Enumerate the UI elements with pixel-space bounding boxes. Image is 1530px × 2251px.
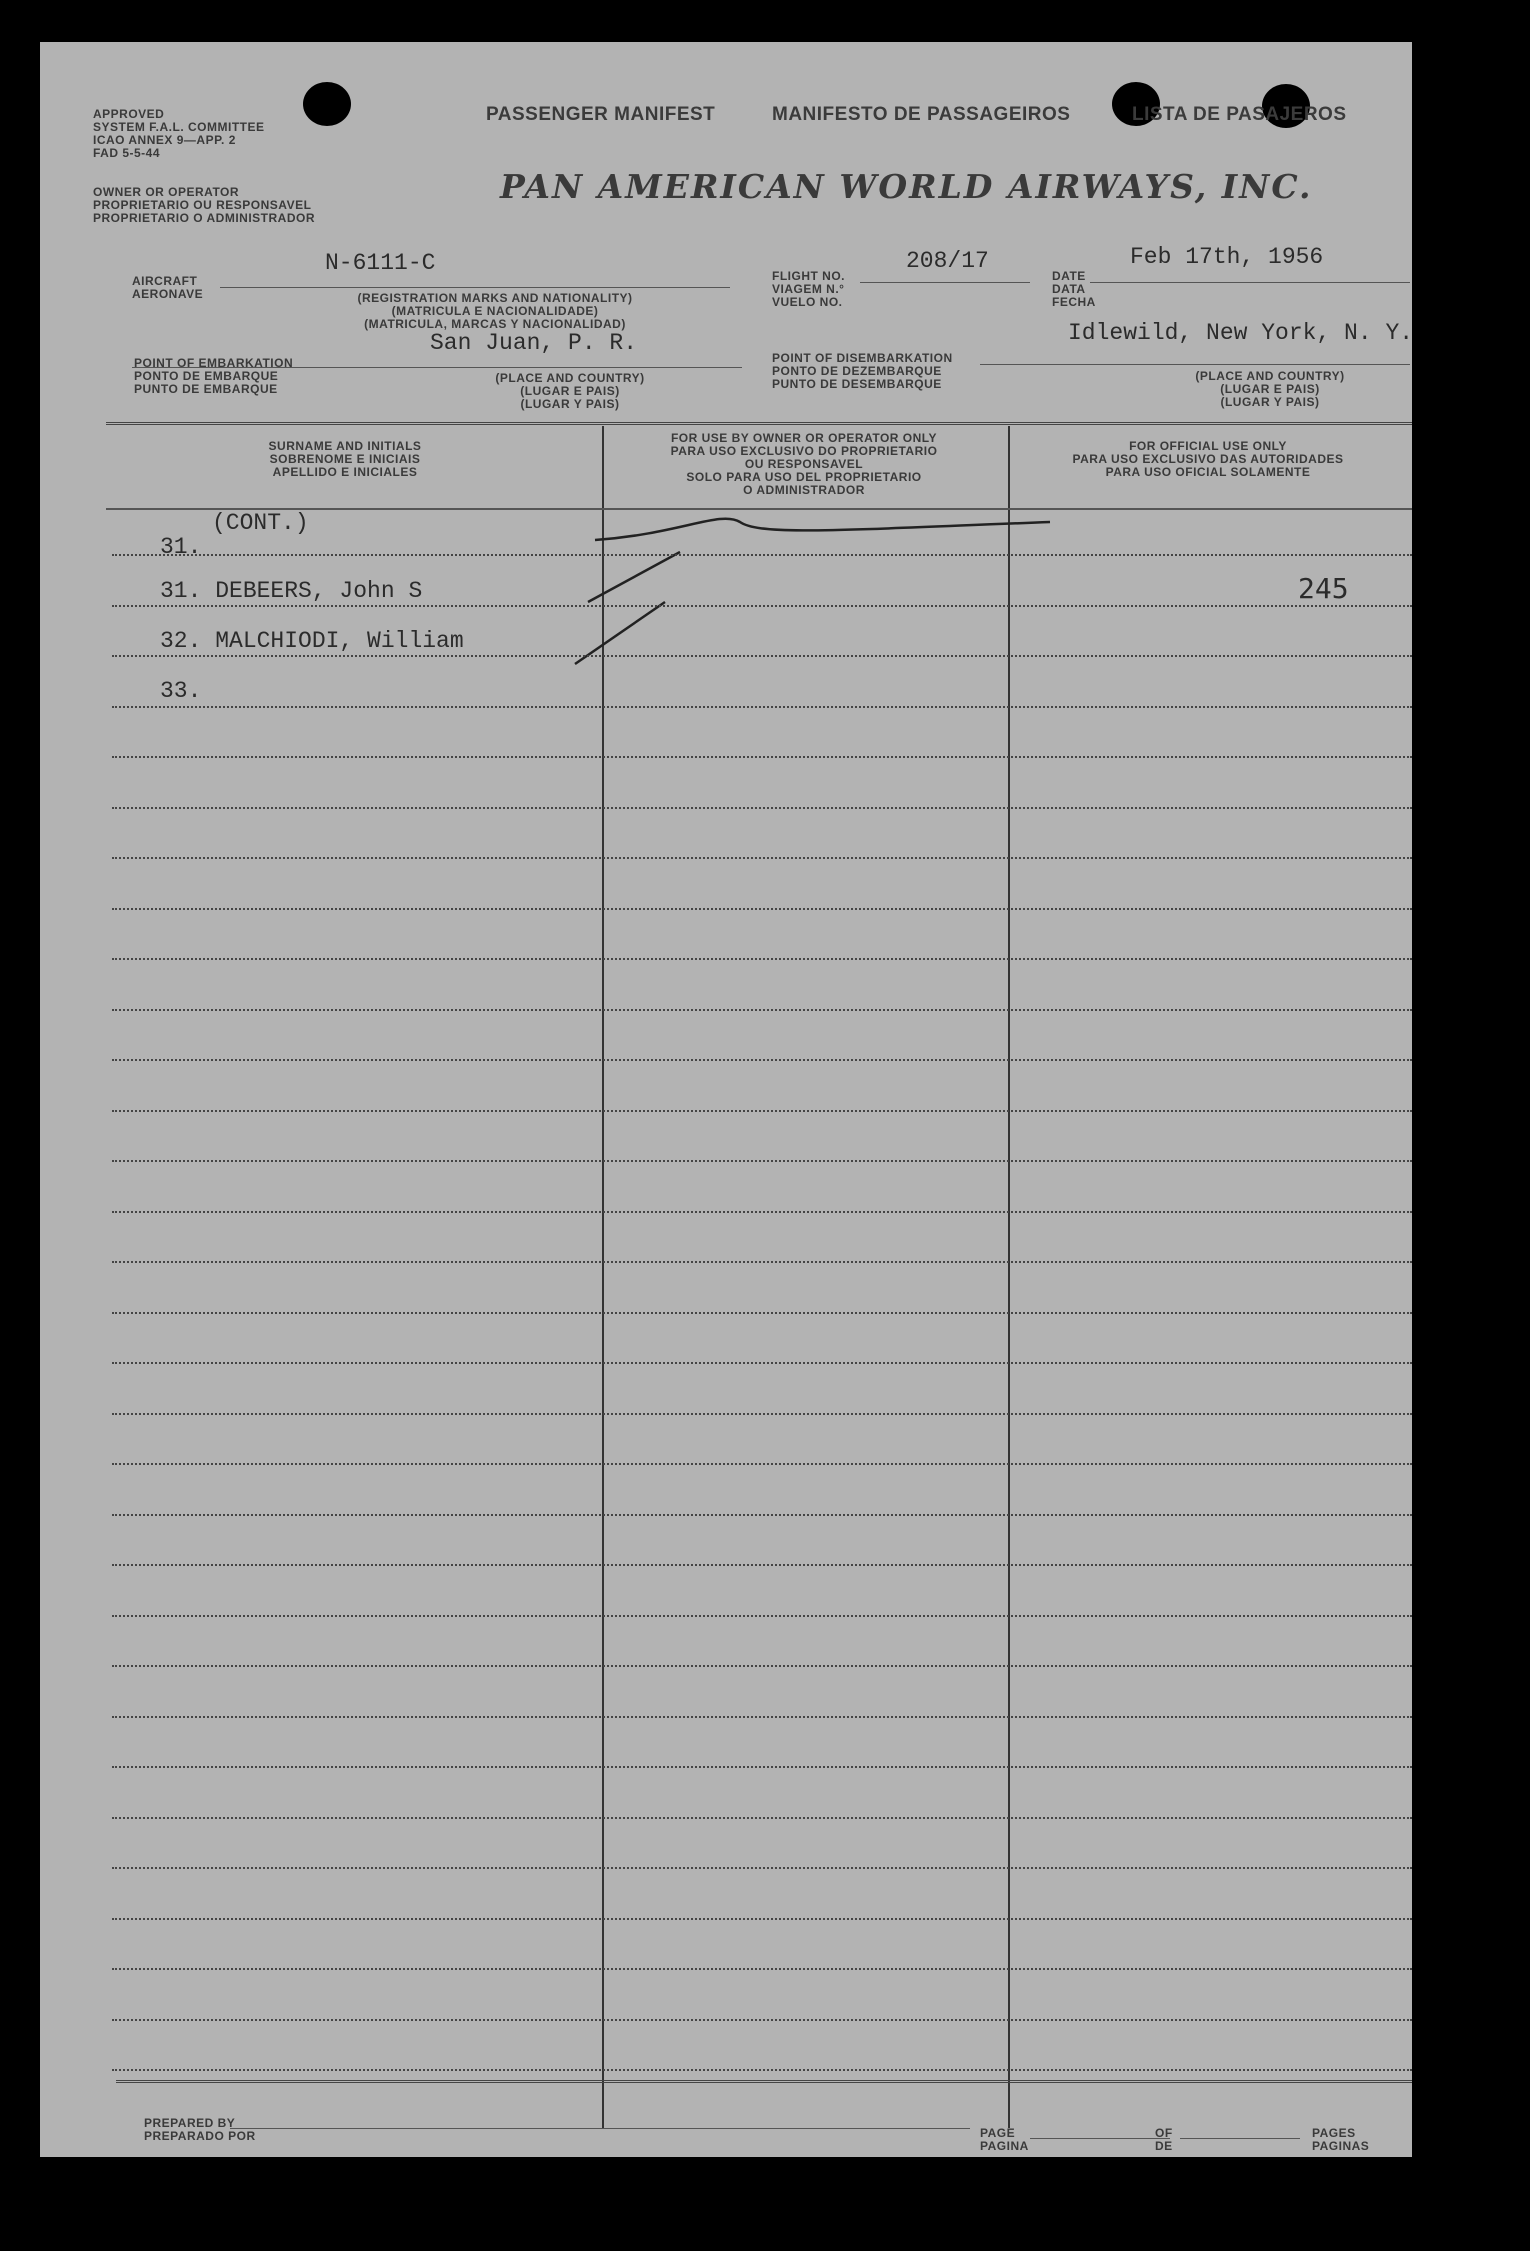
row-rule: [112, 1766, 1412, 1768]
row-rule: [112, 1968, 1412, 1970]
caption-line: (REGISTRATION MARKS AND NATIONALITY): [357, 291, 633, 305]
owner-label-line: OWNER OR OPERATOR: [93, 185, 240, 199]
flight-value: 208/17: [906, 248, 989, 274]
owner-label-line: PROPRIETARIO O ADMINISTRADOR: [93, 211, 316, 225]
aircraft-label-line: AIRCRAFT: [132, 274, 198, 288]
row-rule: [112, 807, 1412, 809]
row-rule: [112, 2019, 1412, 2021]
disembarkation-label-line: POINT OF DISEMBARKATION: [772, 351, 953, 365]
entry-cont: (CONT.): [212, 510, 309, 536]
row-rule: [112, 1615, 1412, 1617]
prepared-by-label: [144, 2117, 256, 2143]
footer-label-line: PAGES: [1312, 2126, 1356, 2140]
manifest-sheet: [40, 42, 1412, 2157]
row-rule: [112, 1918, 1412, 1920]
row-rule: [112, 706, 1412, 708]
of-rule: [1180, 2138, 1300, 2139]
approval-line: FAD 5-5-44: [93, 146, 161, 160]
flight-label-line: VIAGEM N.°: [772, 282, 845, 296]
footer-label-line: DE: [1155, 2139, 1173, 2153]
date-value: Feb 17th, 1956: [1130, 244, 1324, 270]
col-header-line: PARA USO EXCLUSIVO DAS AUTORIDADES: [1072, 452, 1344, 466]
row-rule: [112, 1211, 1412, 1213]
footer-label-line: OF: [1155, 2126, 1173, 2140]
footer-label-line: PAGINA: [980, 2139, 1029, 2153]
col-header-line: O ADMINISTRADOR: [743, 483, 865, 497]
row-rule: [112, 1665, 1412, 1667]
page-rule: [1030, 2138, 1170, 2139]
row-rule: [112, 908, 1412, 910]
row-rule: [112, 1514, 1412, 1516]
col-header-line: SOBRENOME E INICIAIS: [269, 452, 421, 466]
date-label-line: FECHA: [1052, 295, 1096, 309]
row-rule: [112, 756, 1412, 758]
pages-label: [1312, 2127, 1369, 2153]
row-rule: [112, 1110, 1412, 1112]
row-rule: [112, 1312, 1412, 1314]
caption-line: (MATRICULA, MARCAS Y NACIONALIDAD): [364, 317, 626, 331]
row-rule: [112, 958, 1412, 960]
col-header-line: PARA USO OFICIAL SOLAMENTE: [1105, 465, 1311, 479]
row-rule: [112, 1261, 1412, 1263]
row-rule: [112, 655, 1412, 657]
embarkation-label-line: POINT OF EMBARKATION: [134, 356, 294, 370]
caption-line: (LUGAR Y PAIS): [520, 397, 620, 411]
footer-label-line: PAGE: [980, 2126, 1016, 2140]
col-header-line: SURNAME AND INITIALS: [268, 439, 422, 453]
table-bottom-rule: [116, 2080, 1412, 2083]
check-stroke: [595, 519, 1050, 540]
row-rule: [112, 1867, 1412, 1869]
disembarkation-label-line: PUNTO DE DESEMBARQUE: [772, 377, 942, 391]
entry-row: 32. MALCHIODI, William: [160, 628, 464, 654]
aircraft-value: N-6111-C: [325, 250, 436, 276]
col-header-line: OU RESPONSAVEL: [744, 457, 864, 471]
caption-line: (LUGAR E PAIS): [520, 384, 620, 398]
date-label-line: DATA: [1052, 282, 1086, 296]
col-header-line: SOLO PARA USO DEL PROPRIETARIO: [686, 470, 922, 484]
date-label-line: DATE: [1052, 269, 1086, 283]
entry-row: 31. DEBEERS, John S: [160, 578, 423, 604]
caption-line: (LUGAR Y PAIS): [1220, 395, 1320, 409]
row-rule: [112, 1059, 1412, 1061]
row-rule: [112, 2069, 1412, 2071]
footer-label-line: PAGINAS: [1312, 2139, 1370, 2153]
title-es: LISTA DE PASAJEROS: [1132, 104, 1347, 125]
owner-label-line: PROPRIETARIO OU RESPONSAVEL: [93, 198, 312, 212]
row-rule: [112, 1160, 1412, 1162]
flight-label-line: VUELO NO.: [772, 295, 843, 309]
handwritten-marks: [40, 42, 1412, 2157]
caption-line: (LUGAR E PAIS): [1220, 382, 1320, 396]
caption-line: (MATRICULA E NACIONALIDADE): [391, 304, 599, 318]
embarkation-value: San Juan, P. R.: [430, 330, 638, 356]
disembarkation-label-line: PONTO DE DEZEMBARQUE: [772, 364, 942, 378]
col-header-line: APELLIDO E INICIALES: [272, 465, 418, 479]
row-rule: [112, 1564, 1412, 1566]
of-label: [1155, 2127, 1173, 2153]
aircraft-label-line: AERONAVE: [132, 287, 204, 301]
disembarkation-value: Idlewild, New York, N. Y.: [1068, 320, 1414, 346]
approval-line: SYSTEM F.A.L. COMMITTEE: [93, 120, 265, 134]
flight-label-line: FLIGHT NO.: [772, 269, 845, 283]
entry-official-value: 245: [1298, 572, 1349, 605]
title-pt: MANIFESTO DE PASSAGEIROS: [772, 104, 1071, 125]
entry-31: 31.: [160, 534, 202, 560]
row-rule: [112, 1817, 1412, 1819]
row-rule: [112, 605, 1412, 607]
approval-line: APPROVED: [93, 107, 165, 121]
caption-line: (PLACE AND COUNTRY): [495, 371, 645, 385]
col-header-line: PARA USO EXCLUSIVO DO PROPRIETARIO: [670, 444, 938, 458]
row-rule: [112, 1463, 1412, 1465]
check-stroke: [588, 552, 680, 602]
row-rule: [112, 1716, 1412, 1718]
prepared-by-rule: [230, 2128, 970, 2129]
row-rule: [112, 554, 1412, 556]
embarkation-label-line: PUNTO DE EMBARQUE: [134, 382, 278, 396]
embarkation-label-line: PONTO DE EMBARQUE: [134, 369, 279, 383]
page-label: [980, 2127, 1029, 2153]
title-en: PASSENGER MANIFEST: [486, 104, 716, 125]
entry-row: 33.: [160, 678, 202, 704]
row-rule: [112, 1362, 1412, 1364]
row-rule: [112, 857, 1412, 859]
carrier-name: PAN AMERICAN WORLD AIRWAYS, INC.: [500, 167, 1313, 206]
row-rule: [112, 1413, 1412, 1415]
row-rule: [112, 1009, 1412, 1011]
footer-label-line: PREPARADO POR: [144, 2129, 256, 2143]
col-header-line: FOR OFFICIAL USE ONLY: [1129, 439, 1287, 453]
caption-line: (PLACE AND COUNTRY): [1195, 369, 1345, 383]
approval-line: ICAO ANNEX 9—APP. 2: [93, 133, 236, 147]
footer-label-line: PREPARED BY: [144, 2116, 236, 2130]
col-header-line: FOR USE BY OWNER OR OPERATOR ONLY: [670, 431, 938, 445]
